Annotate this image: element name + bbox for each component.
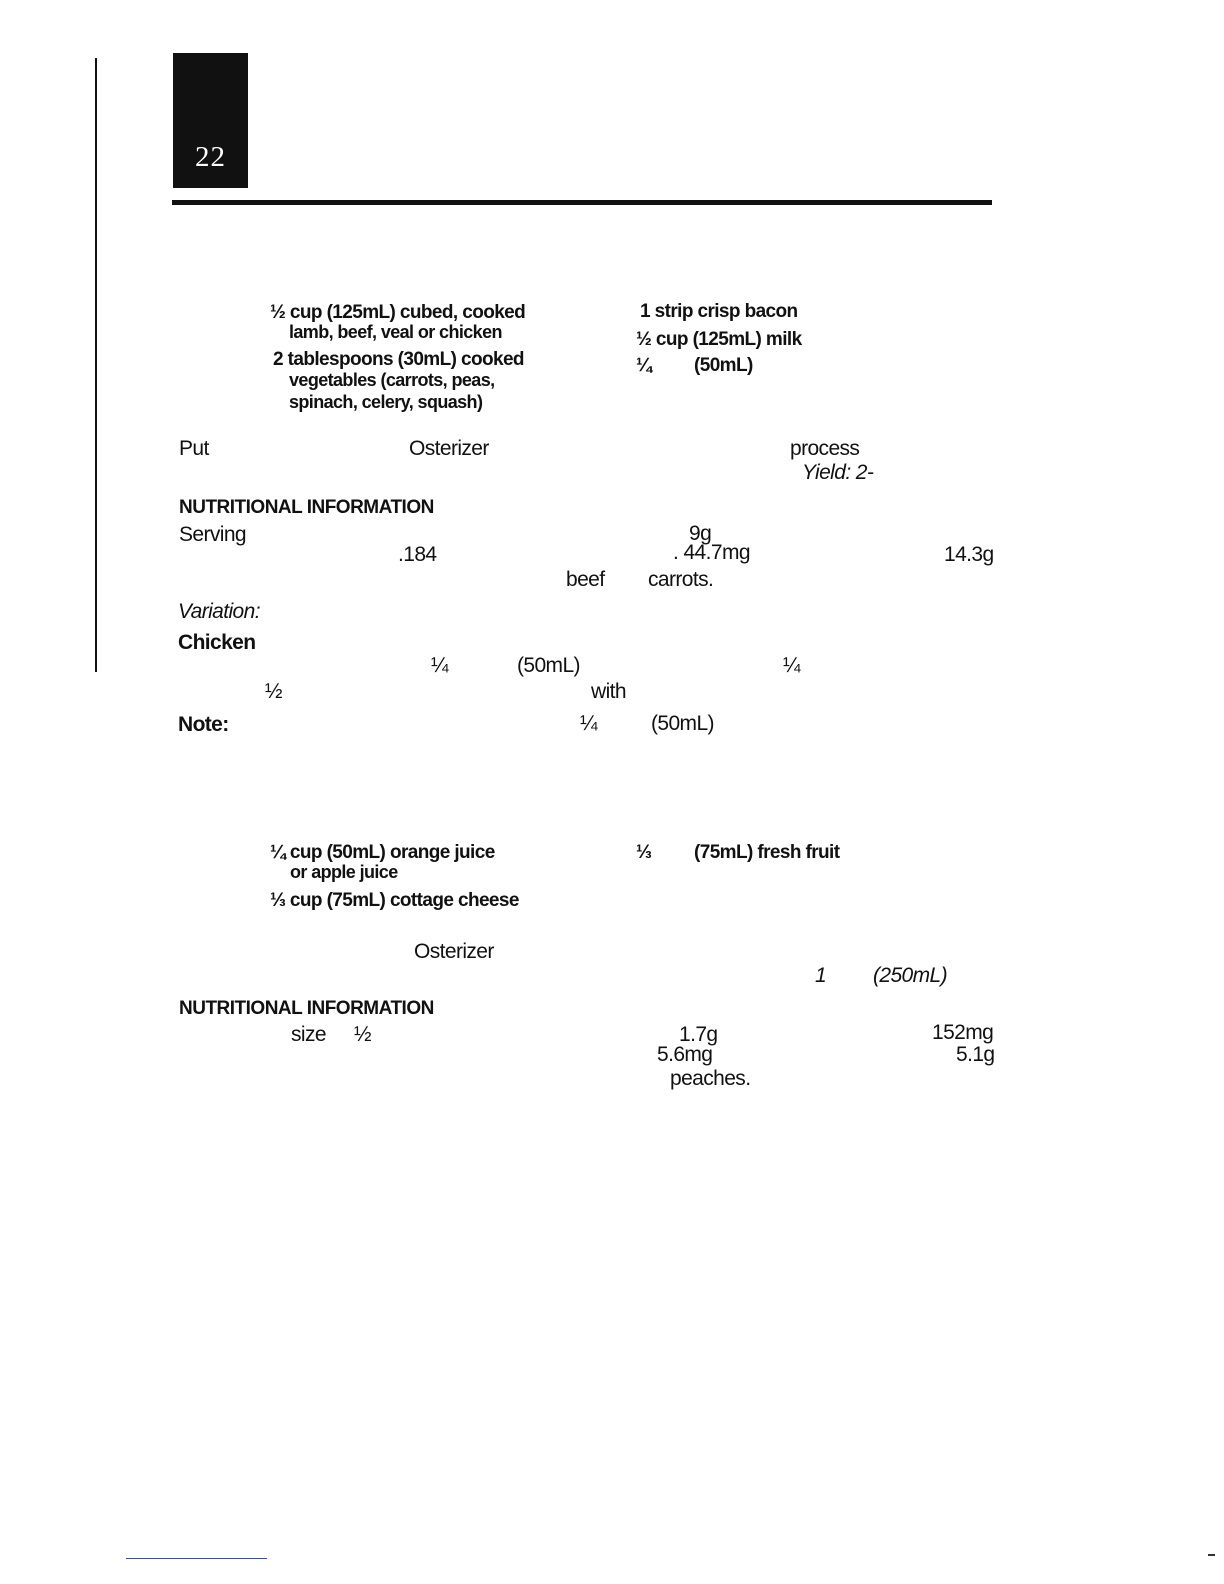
ingredient-fresh-fruit: (75mL) fresh fruit: [694, 842, 840, 863]
left-margin-rule: [95, 58, 97, 672]
nutrition2-calcium: 152mg: [932, 1021, 994, 1044]
nutrition-sodium: . 44.7mg: [673, 541, 750, 564]
nutrition2-protein: 1.7g: [679, 1023, 718, 1046]
ingredient-fruit-fraction: ⅓: [636, 842, 652, 863]
page-number: 22: [195, 141, 226, 173]
note-quarter: ¼: [580, 712, 597, 735]
ingredient-quarter-fraction: ¼: [636, 355, 652, 376]
note-ml: (50mL): [651, 712, 714, 735]
nutrition-beef: beef: [566, 568, 605, 591]
footer-link-underline: [126, 1558, 267, 1559]
edge-mark: [1208, 1554, 1215, 1556]
instruction2-osterizer: Osterizer: [414, 940, 494, 963]
variation-quarter-2: ¼: [783, 654, 800, 677]
nutrition-protein: 9g: [689, 522, 712, 545]
recipe2-yield-ml: (250mL): [873, 964, 947, 987]
variation-with: with: [591, 680, 626, 703]
ingredient-vegetables: 2 tablespoons (30mL) cooked: [273, 349, 524, 370]
nutrition2-iron: 5.6mg: [657, 1043, 713, 1066]
variation-half: ½: [265, 680, 282, 703]
nutrition2-peaches: peaches.: [670, 1067, 751, 1090]
ingredient-juice-cont: or apple juice: [290, 862, 398, 882]
variation-ml-1: (50mL): [517, 654, 580, 677]
instruction-process: process: [790, 437, 860, 460]
variation-quarter-1: ¼: [431, 654, 448, 677]
instruction-put: Put: [179, 437, 209, 460]
nutrition2-half: ½: [354, 1023, 371, 1046]
nutrition2-carbs: 5.1g: [956, 1043, 995, 1066]
ingredient-quarter-ml: (50mL): [694, 355, 753, 376]
nutrition-serving: Serving: [179, 523, 247, 546]
ingredient-cottage-cheese: ⅓ cup (75mL) cottage cheese: [270, 890, 519, 911]
ingredient-bacon: 1 strip crisp bacon: [640, 301, 798, 322]
ingredient-vegetables-cont2: spinach, celery, squash): [289, 392, 483, 412]
variation-label: Variation:: [178, 600, 260, 623]
note-label: Note:: [178, 713, 229, 736]
variation-chicken: Chicken: [178, 631, 256, 654]
nutrition-carbs: 14.3g: [944, 543, 994, 566]
recipe2-yield-one: 1: [815, 964, 827, 987]
nutrition-carrots: carrots.: [648, 568, 714, 591]
nutrition-heading: NUTRITIONAL INFORMATION: [179, 497, 434, 518]
ingredient-milk: ½ cup (125mL) milk: [636, 329, 802, 350]
instruction-osterizer: Osterizer: [409, 437, 489, 460]
ingredient-juice: ¼ cup (50mL) orange juice: [270, 842, 495, 863]
nutrition2-heading: NUTRITIONAL INFORMATION: [179, 998, 434, 1019]
ingredient-vegetables-cont: vegetables (carrots, peas,: [289, 370, 495, 390]
nutrition2-size: size: [291, 1023, 326, 1046]
ingredient-meat-cont: lamb, beef, veal or chicken: [289, 322, 502, 342]
ingredient-meat: ½ cup (125mL) cubed, cooked: [270, 302, 526, 323]
recipe1-yield: Yield: 2-: [802, 461, 874, 484]
header-rule: [172, 200, 992, 205]
nutrition-calories: .184: [398, 543, 437, 566]
